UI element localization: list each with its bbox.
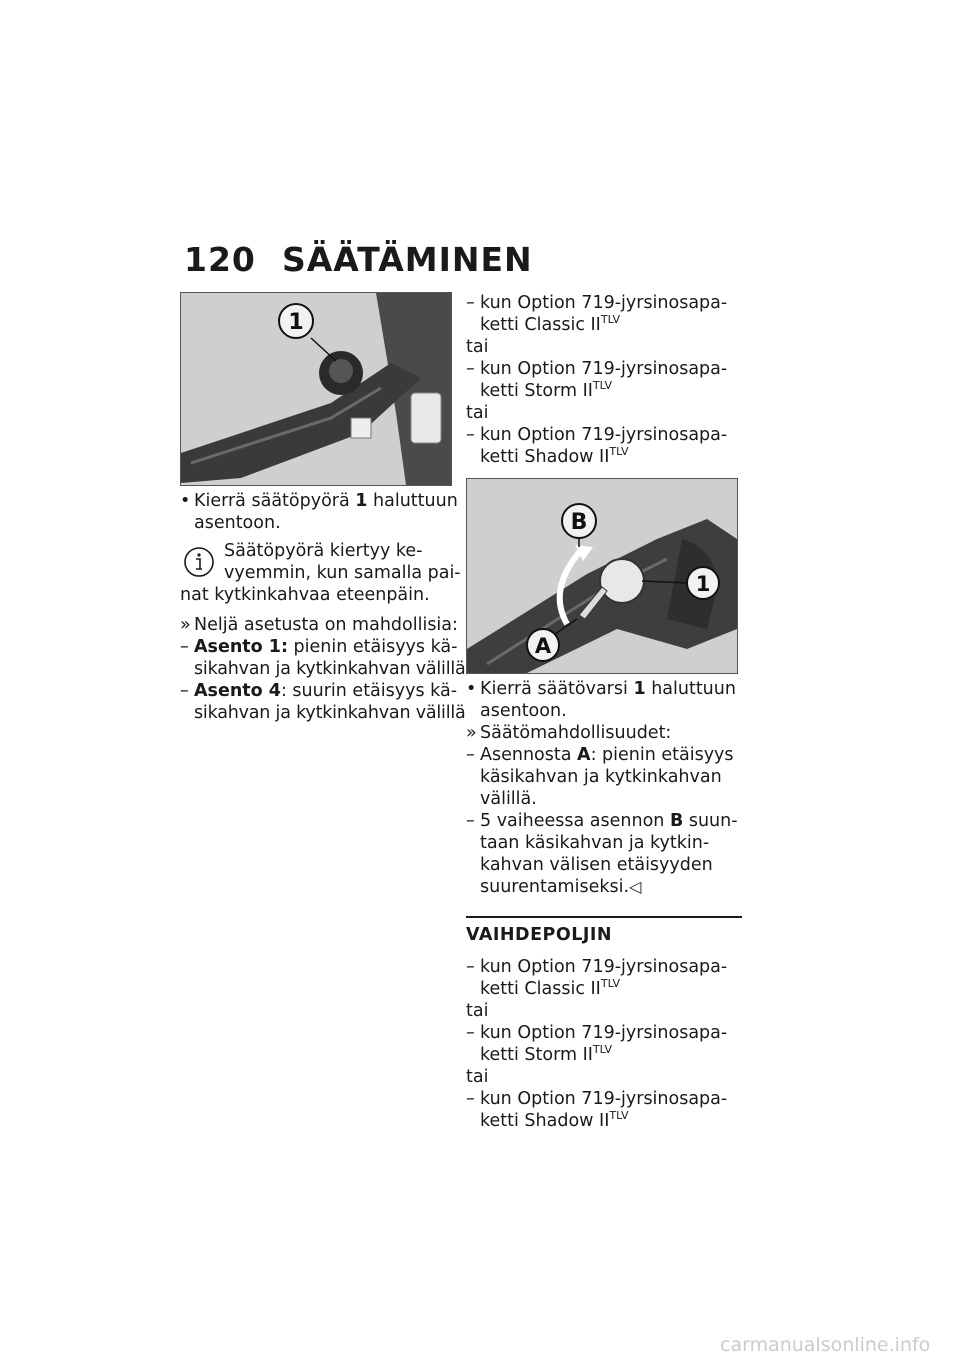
dash-marker: – bbox=[466, 745, 475, 765]
option-4-text: : suurin etäisyys kä- bbox=[280, 681, 458, 701]
condition-shadow-line1: kun Option 719-jyrsinosapa- bbox=[480, 425, 728, 445]
figure2-callout-1: 1 bbox=[695, 572, 711, 596]
step-text-end: haluttuun bbox=[367, 491, 458, 511]
option-1-line2: sikahvan ja kytkinkahvan välillä bbox=[194, 659, 466, 679]
dash-marker: – bbox=[466, 1023, 475, 1043]
section-heading-gear-pedal: VAIHDEPOLJIN bbox=[466, 916, 742, 946]
condition-classic-line1: kun Option 719-jyrsinosapa- bbox=[480, 957, 728, 977]
condition-classic-line2: ketti Classic II bbox=[480, 979, 601, 999]
dash-marker: – bbox=[180, 681, 189, 701]
dash-marker: – bbox=[466, 293, 475, 313]
step2-text: Kierrä säätövarsi bbox=[480, 679, 634, 699]
option-a-line2: käsikahvan ja kytkinkahvan bbox=[480, 767, 722, 787]
tlv-superscript: TLV bbox=[592, 379, 613, 393]
result-positions bbox=[180, 614, 466, 724]
dash-marker: – bbox=[466, 1089, 475, 1109]
step-adjust-lever bbox=[466, 678, 742, 898]
option-4-line2: sikahvan ja kytkinkahvan välillä bbox=[194, 703, 466, 723]
page-title: SÄÄTÄMINEN bbox=[282, 240, 533, 279]
option-1-text: pienin etäisyys kä- bbox=[287, 637, 458, 657]
result2-text: Säätömahdollisuudet: bbox=[480, 723, 672, 743]
step-text: Kierrä säätöpyörä bbox=[194, 491, 356, 511]
option-b-line3: kahvan välisen etäisyyden bbox=[480, 855, 713, 875]
option-b-text-end: suun- bbox=[683, 811, 738, 831]
right-column bbox=[466, 292, 742, 1132]
option-a-line3: välillä. bbox=[480, 789, 537, 809]
end-marker: ◁ bbox=[629, 877, 642, 896]
info-line-3: nat kytkinkahvaa eteenpäin. bbox=[180, 585, 430, 605]
condition-classic-line2: ketti Classic II bbox=[480, 315, 601, 335]
page-number: 120 bbox=[184, 240, 256, 279]
ref-a: A bbox=[577, 745, 591, 765]
option-b-line2: taan käsikahvan ja kytkin- bbox=[480, 833, 710, 853]
tlv-superscript: TLV bbox=[609, 1109, 629, 1123]
tlv-superscript: TLV bbox=[600, 977, 621, 991]
step-text-line2: asentoon. bbox=[194, 513, 281, 533]
option-b-line4: suurentamiseksi. bbox=[480, 877, 630, 897]
step-adjust-wheel bbox=[180, 490, 458, 534]
option-4-label: Asento 4 bbox=[194, 681, 281, 701]
dash-marker: – bbox=[180, 637, 189, 657]
info-line-1: Säätöpyörä kiertyy ke- bbox=[224, 541, 423, 561]
result-marker: » bbox=[466, 723, 477, 743]
option-a-text: Asennosta bbox=[480, 745, 578, 765]
option-b-text: 5 vaiheessa asennon bbox=[480, 811, 670, 831]
info-line-2: vyemmin, kun samalla pai- bbox=[224, 563, 461, 583]
ref-1: 1 bbox=[633, 679, 646, 699]
condition-storm-line2: ketti Storm II bbox=[480, 381, 593, 401]
or-text: tai bbox=[466, 403, 489, 423]
page-header bbox=[184, 240, 533, 279]
brake-lever-illustration bbox=[181, 293, 451, 485]
watermark: carmanualsonline.info bbox=[720, 1334, 931, 1356]
or-text: tai bbox=[466, 1067, 489, 1087]
bullet-marker: • bbox=[466, 679, 477, 699]
condition-storm-line1: kun Option 719-jyrsinosapa- bbox=[480, 359, 728, 379]
condition-shadow-line2: ketti Shadow II bbox=[480, 1111, 610, 1131]
or-text: tai bbox=[466, 1001, 489, 1021]
dash-marker: – bbox=[466, 811, 475, 831]
figure1-callout-1: 1 bbox=[288, 310, 304, 335]
tlv-superscript: TLV bbox=[592, 1043, 613, 1057]
left-column bbox=[180, 292, 466, 724]
figure2-callout-b: B bbox=[570, 510, 588, 535]
result-text: Neljä asetusta on mahdollisia: bbox=[194, 615, 458, 635]
step2-text-end: haluttuun bbox=[645, 679, 736, 699]
clutch-lever-illustration bbox=[467, 479, 737, 673]
condition-classic-line1: kun Option 719-jyrsinosapa- bbox=[480, 293, 728, 313]
condition-storm-line2: ketti Storm II bbox=[480, 1045, 593, 1065]
or-text: tai bbox=[466, 337, 489, 357]
gear-pedal-conditions bbox=[466, 956, 742, 1132]
dash-marker: – bbox=[466, 957, 475, 977]
condition-storm-line1: kun Option 719-jyrsinosapa- bbox=[480, 1023, 728, 1043]
ref-b: B bbox=[669, 811, 684, 831]
result-marker: » bbox=[180, 615, 191, 635]
dash-marker: – bbox=[466, 425, 475, 445]
dash-marker: – bbox=[466, 359, 475, 379]
tlv-superscript: TLV bbox=[609, 445, 629, 459]
step2-text-line2: asentoon. bbox=[480, 701, 567, 721]
brake-lever-figure bbox=[180, 292, 452, 486]
info-icon bbox=[183, 546, 215, 578]
condition-shadow-line2: ketti Shadow II bbox=[480, 447, 610, 467]
clutch-lever-figure bbox=[466, 478, 738, 674]
option-1-label: Asento 1: bbox=[194, 637, 288, 657]
option-a-text-end: : pienin etäisyys bbox=[590, 745, 734, 765]
figure2-callout-a: A bbox=[534, 634, 552, 658]
info-note bbox=[180, 540, 461, 606]
ref-1: 1 bbox=[355, 491, 368, 511]
bullet-marker: • bbox=[180, 491, 191, 511]
condition-shadow-line1: kun Option 719-jyrsinosapa- bbox=[480, 1089, 728, 1109]
tlv-superscript: TLV bbox=[600, 313, 621, 327]
